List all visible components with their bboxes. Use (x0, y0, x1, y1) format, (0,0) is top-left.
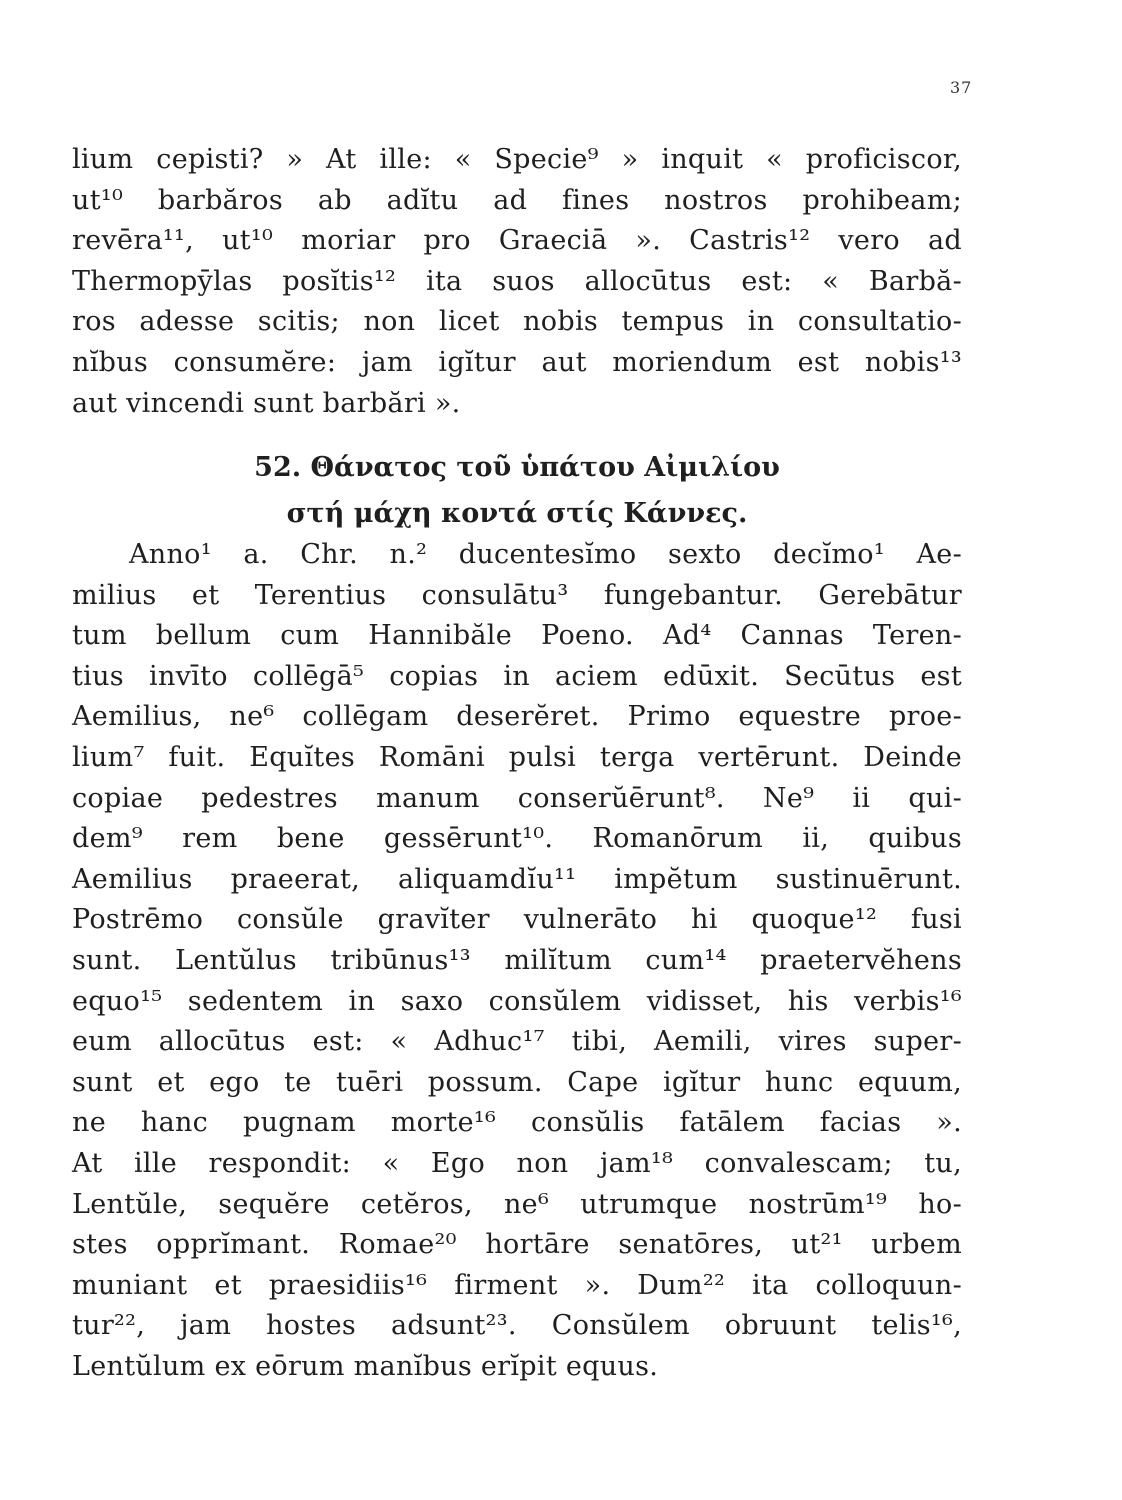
section-heading-line-1: 52. Θάνατος τοῦ ὑπάτου Αἰμιλίου (254, 452, 780, 483)
text-line: Lentŭlum ex eōrum manĭbus erĭpit equus. (72, 1350, 659, 1382)
text-line: stes opprĭmant. Romae²⁰ hortāre senatōres, ut²¹ urbem (72, 1229, 962, 1261)
text-line: sunt et ego te tuēri possum. Cape igĭtur hunc equum, (72, 1066, 962, 1098)
text-line: equo¹⁵ sedentem in saxo consŭlem vidisset, his verbis¹⁶ (72, 985, 962, 1017)
text-line: aut vincendi sunt barbări ». (72, 387, 461, 419)
text-line: nĭbus consumĕre: jam igĭtur aut moriendum est nobis¹³ (72, 346, 962, 378)
text-line: dem⁹ rem bene gessērunt¹⁰. Romanōrum ii, quibus (72, 823, 962, 855)
text-line: Aemilius, ne⁶ collēgam deserĕret. Primo equestre proe- (72, 701, 962, 733)
text-line: Thermopȳlas posĭtis¹² ita suos allocūtus est: « Barbă- (72, 265, 962, 297)
text-line: lium cepisti? » At ille: « Specie⁹ » inquit « proficiscor, (72, 144, 962, 175)
text-line: sunt. Lentŭlus tribūnus¹³ milĭtum cum¹⁴ praetervĕhens (72, 944, 962, 976)
text-line: copiae pedestres manum conserŭērunt⁸. Ne⁹ ii qui- (72, 782, 962, 814)
text-line: tum bellum cum Hannibăle Poeno. Ad⁴ Cannas Teren- (72, 620, 962, 652)
text-line: tius invīto collēgā⁵ copias in aciem edūxit. Secūtus est (72, 660, 962, 692)
text-line: Anno¹ a. Chr. n.² ducentesĭmo sexto decĭmo¹ Ae- (129, 539, 962, 570)
text-line: At ille respondit: « Ego non jam¹⁸ convalescam; tu, (72, 1147, 962, 1179)
text-line: eum allocūtus est: « Adhuc¹⁷ tibi, Aemili, vires super- (72, 1026, 962, 1058)
text-line: Postrēmo consŭle gravĭter vulnerāto hi quoque¹² fusi (72, 904, 962, 936)
text-line: ut¹⁰ barbăros ab adĭtu ad fines nostros prohibeam; (72, 184, 962, 216)
text-line: Lentŭle, sequĕre cetĕros, ne⁶ utrumque nostrūm¹⁹ ho- (72, 1188, 962, 1220)
text-line: milius et Terentius consulātu³ fungebantur. Gerebātur (72, 579, 962, 611)
text-line: ne hanc pugnam morte¹⁶ consŭlis fatālem facias ». (72, 1107, 962, 1139)
paragraph-2 (72, 535, 962, 1387)
section-heading-line-2: στή μάχη κοντά στίς Κάννες. (286, 498, 748, 529)
text-line: ros adesse scitis; non licet nobis tempus in consultatio- (72, 306, 962, 338)
page-number: 37 (950, 78, 973, 97)
text-line: revēra¹¹, ut¹⁰ moriar pro Graeciā ». Castris¹² vero ad (72, 225, 962, 257)
paragraph-1 (72, 140, 962, 424)
text-line: muniant et praesidiis¹⁶ firment ». Dum²² ita colloquun- (72, 1269, 962, 1301)
text-line: tur²², jam hostes adsunt²³. Consŭlem obruunt telis¹⁶, (72, 1310, 962, 1342)
text-line: lium⁷ fuit. Equĭtes Romāni pulsi terga vertērunt. Deinde (72, 741, 962, 773)
section-heading (72, 445, 962, 537)
text-line: Aemilius praeerat, aliquamdĭu¹¹ impĕtum sustinuērunt. (72, 863, 962, 895)
